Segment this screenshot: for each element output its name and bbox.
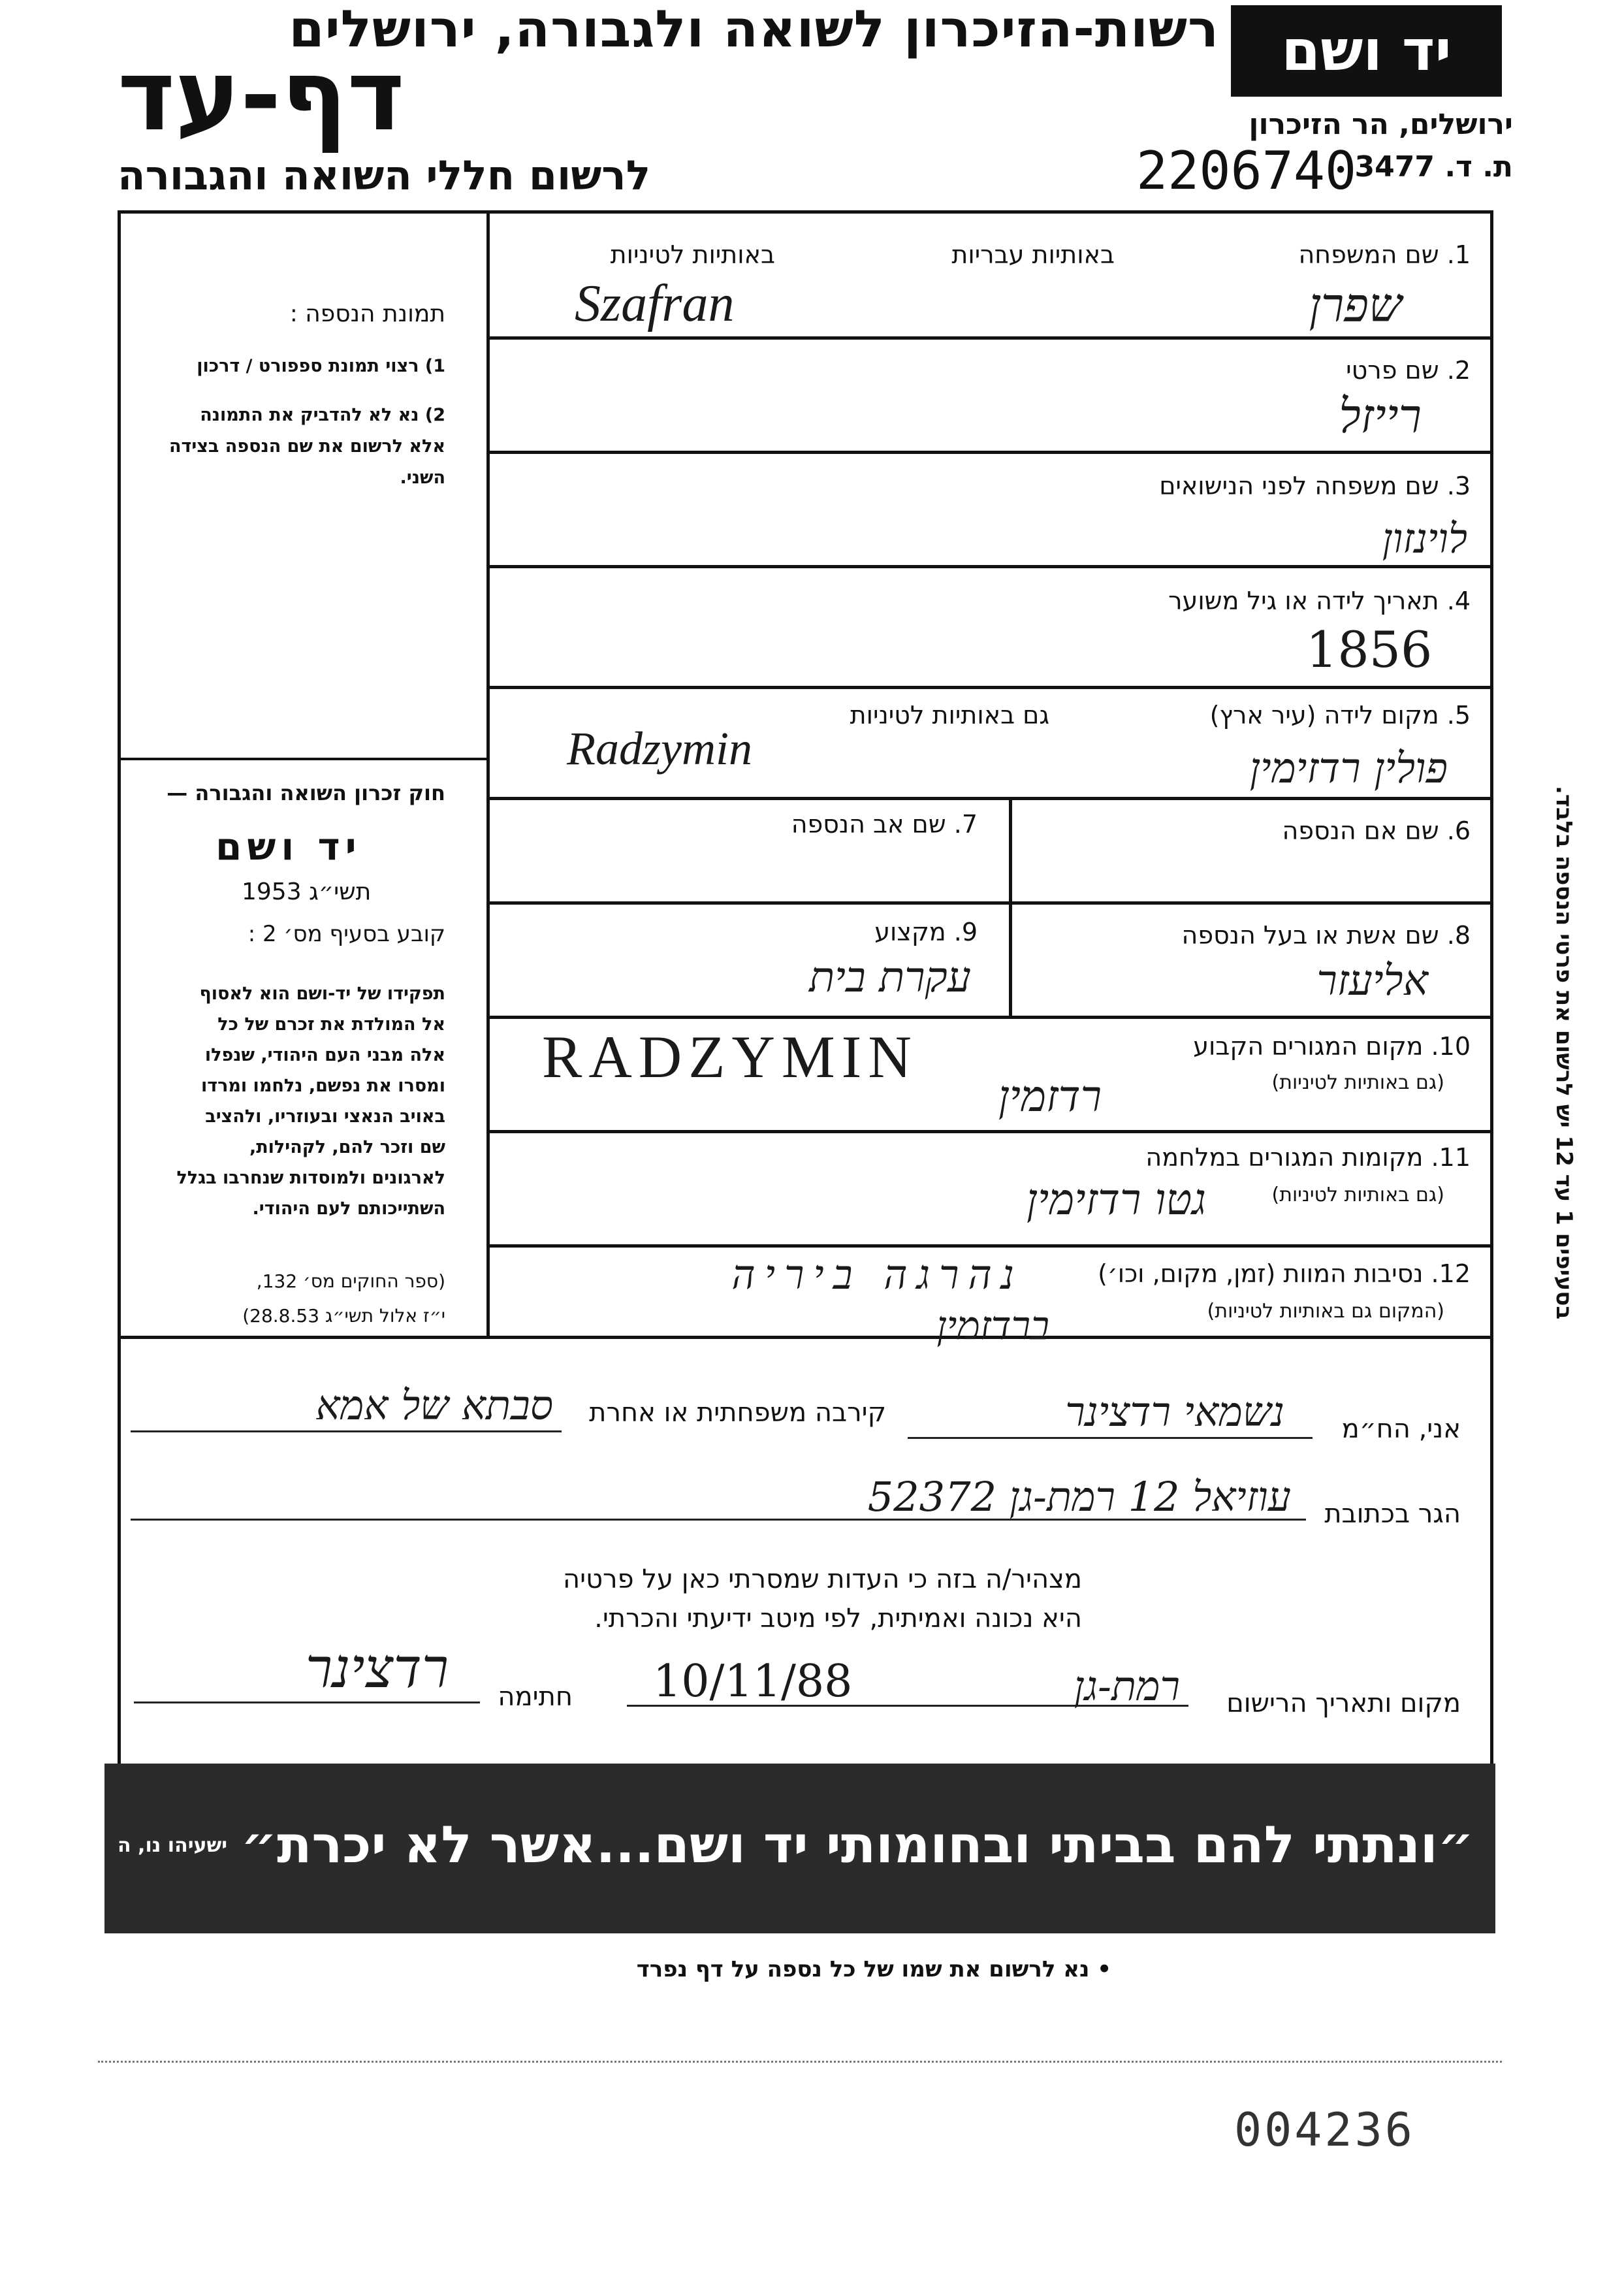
- law-text-line: אל המולדת את זכרם של כל: [217, 1014, 445, 1035]
- column-divider: [1009, 797, 1012, 1016]
- law-text-line: אלה מבני העם היהודי, שנפלו: [204, 1045, 445, 1065]
- address-label: הגר בכתובת: [1324, 1499, 1461, 1529]
- statement-line-2: היא נכונה ואמיתית, לפי מיטב ידיעתי והכרתי.: [594, 1604, 1082, 1634]
- law-title: חוק זכרון השואה והגבורה —: [167, 781, 445, 805]
- row-divider: [486, 1016, 1493, 1019]
- field-4-value: 1856: [1306, 621, 1433, 679]
- law-year: תשי״ג 1953: [242, 879, 372, 905]
- field-12-label: 12. נסיבות המוות (זמן, מקום, וכו׳): [1098, 1259, 1471, 1288]
- footnote: • נא לרשום את שמו של כל נספה על דף נפרד: [636, 1956, 1111, 1982]
- signature-label: חתימה: [498, 1682, 573, 1712]
- signature-line: [134, 1701, 480, 1703]
- sidebar-section-divider: [118, 758, 487, 760]
- field-10-note: (גם באותיות לטיניות): [1271, 1071, 1444, 1094]
- declarant-name: נשמאי רדצינר: [1065, 1388, 1284, 1436]
- field-6-label: 6. שם אם הנספה: [1282, 816, 1471, 845]
- field-12-value-1: נהרגה ביריה: [731, 1251, 1023, 1298]
- relation-value: סבתא של אמא: [315, 1381, 553, 1429]
- field-8-value: אליעזר: [1316, 957, 1428, 1005]
- law-text-line: באויב הנאצי ובעוזריו, ולהציב: [205, 1106, 445, 1127]
- banner-source: ישעיהו נו, ה: [118, 1834, 228, 1857]
- law-text-line: שם וזכר להם, לקהילות,: [249, 1137, 445, 1157]
- field-3-label: 3. שם משפחה לפני הנישואים: [1159, 472, 1471, 500]
- field-9-value: עקרת בית: [809, 954, 971, 1002]
- scan-dotted-line: [98, 2061, 1502, 2063]
- form-title: דף-עד: [118, 39, 405, 153]
- field-5-hebrew-value: פולין רדזימין: [1249, 745, 1448, 793]
- field-10-hebrew-value: רדזמין: [998, 1071, 1102, 1121]
- law-clause: קובע בסעיף מס׳ 2 :: [247, 921, 445, 947]
- law-name: יד ושם: [215, 824, 362, 869]
- field-4-label: 4. תאריך לידה או גיל משוער: [1168, 587, 1471, 615]
- po-box: ת. ד. 3477: [1354, 150, 1513, 184]
- address-line: ירושלים, הר הזיכרון: [1249, 108, 1513, 141]
- law-book-ref: (ספר החוקים מס׳ 132,: [256, 1270, 445, 1292]
- signature: רדצינר: [305, 1636, 449, 1700]
- field-12-note: (המקום גם באותיות לטיניות): [1207, 1300, 1444, 1323]
- relation-line: [131, 1430, 562, 1432]
- place-date-label: מקום ותאריך הרישום: [1226, 1688, 1461, 1718]
- law-date: י״ז אלול תשי״ג 28.8.53): [242, 1305, 445, 1327]
- relation-label: קירבה משפחתית או אחרת: [589, 1398, 886, 1428]
- photo-instruction-2b: אלא לרשום את שם הנספה בצידה: [168, 436, 445, 457]
- field-1-hebrew-value: שפרן: [1309, 278, 1402, 332]
- row-divider: [486, 1130, 1493, 1133]
- row-divider: [486, 565, 1493, 568]
- field-9-label: 9. מקצוע: [874, 918, 978, 946]
- field-7-label: 7. שם אב הנספה: [791, 810, 978, 839]
- declarant-label: אני, הח״מ: [1341, 1414, 1461, 1444]
- field-5-latin-value: Radzymin: [567, 722, 752, 775]
- field-11-value: גטו רדזימין: [1027, 1174, 1206, 1225]
- latin-column-label: באותיות לטיניות: [610, 240, 775, 269]
- photo-instruction-1: 1) רצוי תמונת ספפורט / דרכון: [197, 356, 445, 376]
- field-11-label: 11. מקומות המגורים במלחמה: [1145, 1143, 1471, 1172]
- field-8-label: 8. שם אשת או בעל הנספה: [1181, 921, 1471, 950]
- form-number: 2206740: [1136, 140, 1357, 201]
- field-12-value-2: ברדזמין: [936, 1303, 1049, 1349]
- photo-title: תמונת הנספה :: [289, 300, 445, 327]
- field-5-latin-note: גם באותיות לטיניות: [850, 701, 1049, 730]
- registration-place: רמת-גן: [1074, 1662, 1180, 1710]
- field-10-latin-value: RADZYMIN: [542, 1024, 918, 1090]
- registration-date: 10/11/88: [653, 1656, 853, 1707]
- sidebar-divider: [486, 210, 490, 1339]
- law-text-line: ומסרו את נפשם, נלחמו ומרדו: [200, 1076, 445, 1096]
- law-text-line: השתייכותם לעם היהודי.: [252, 1199, 445, 1219]
- banner-quote: ״ונתתי להם בביתי ובחומותי יד ושם...אשר לא יכרת״: [240, 1816, 1474, 1875]
- side-note: בסעיפים 1 עד 12 יש לרשום את פרטי הנספה בלבד.: [1551, 785, 1577, 1319]
- form-subtitle: לרשום חללי השואה והגבורה: [118, 152, 651, 199]
- row-divider: [486, 901, 1493, 905]
- authority-title: רשות-הזיכרון לשואה ולגבורה, ירושלים: [289, 0, 1219, 59]
- row-divider: [486, 1244, 1493, 1248]
- field-1-latin-value: Szafran: [575, 275, 735, 332]
- address-value: עוזיאל 12 רמת-גן 52372: [867, 1473, 1291, 1521]
- declarant-line: [908, 1437, 1313, 1439]
- field-11-note: (גם באותיות לטיניות): [1271, 1184, 1444, 1206]
- law-text-line: תפקידו של יד-ושם הוא לאסוף: [199, 984, 445, 1004]
- row-divider: [486, 451, 1493, 454]
- law-text-line: לארגונים ולמוסדות שנחרבו בגלל: [176, 1168, 445, 1188]
- statement-line-1: מצהיר/ה בזה כי העדות שמסרתי כאן על פרטיה: [563, 1564, 1082, 1594]
- field-1-label: 1. שם המשפחה: [1298, 240, 1471, 269]
- document-number: 004236: [1234, 2103, 1415, 2157]
- photo-instruction-2a: 2) נא לא להדביק את התמונה: [200, 405, 445, 425]
- field-5-label: 5. מקום לידה (עיר ארץ): [1209, 701, 1471, 730]
- field-2-value: רייזל: [1339, 389, 1422, 443]
- field-2-label: 2. שם פרטי: [1346, 356, 1471, 385]
- row-divider: [486, 336, 1493, 340]
- row-divider: [486, 797, 1493, 800]
- law-text: [103, 978, 445, 1224]
- hebrew-column-label: באותיות עבריות: [951, 240, 1115, 269]
- photo-instruction-2c: השני.: [400, 468, 445, 488]
- row-divider: [486, 686, 1493, 689]
- field-10-label: 10. מקום המגורים הקבוע: [1193, 1032, 1471, 1061]
- yad-vashem-logo: יד ושם: [1231, 5, 1502, 97]
- field-3-value: לוינזון: [1382, 515, 1467, 562]
